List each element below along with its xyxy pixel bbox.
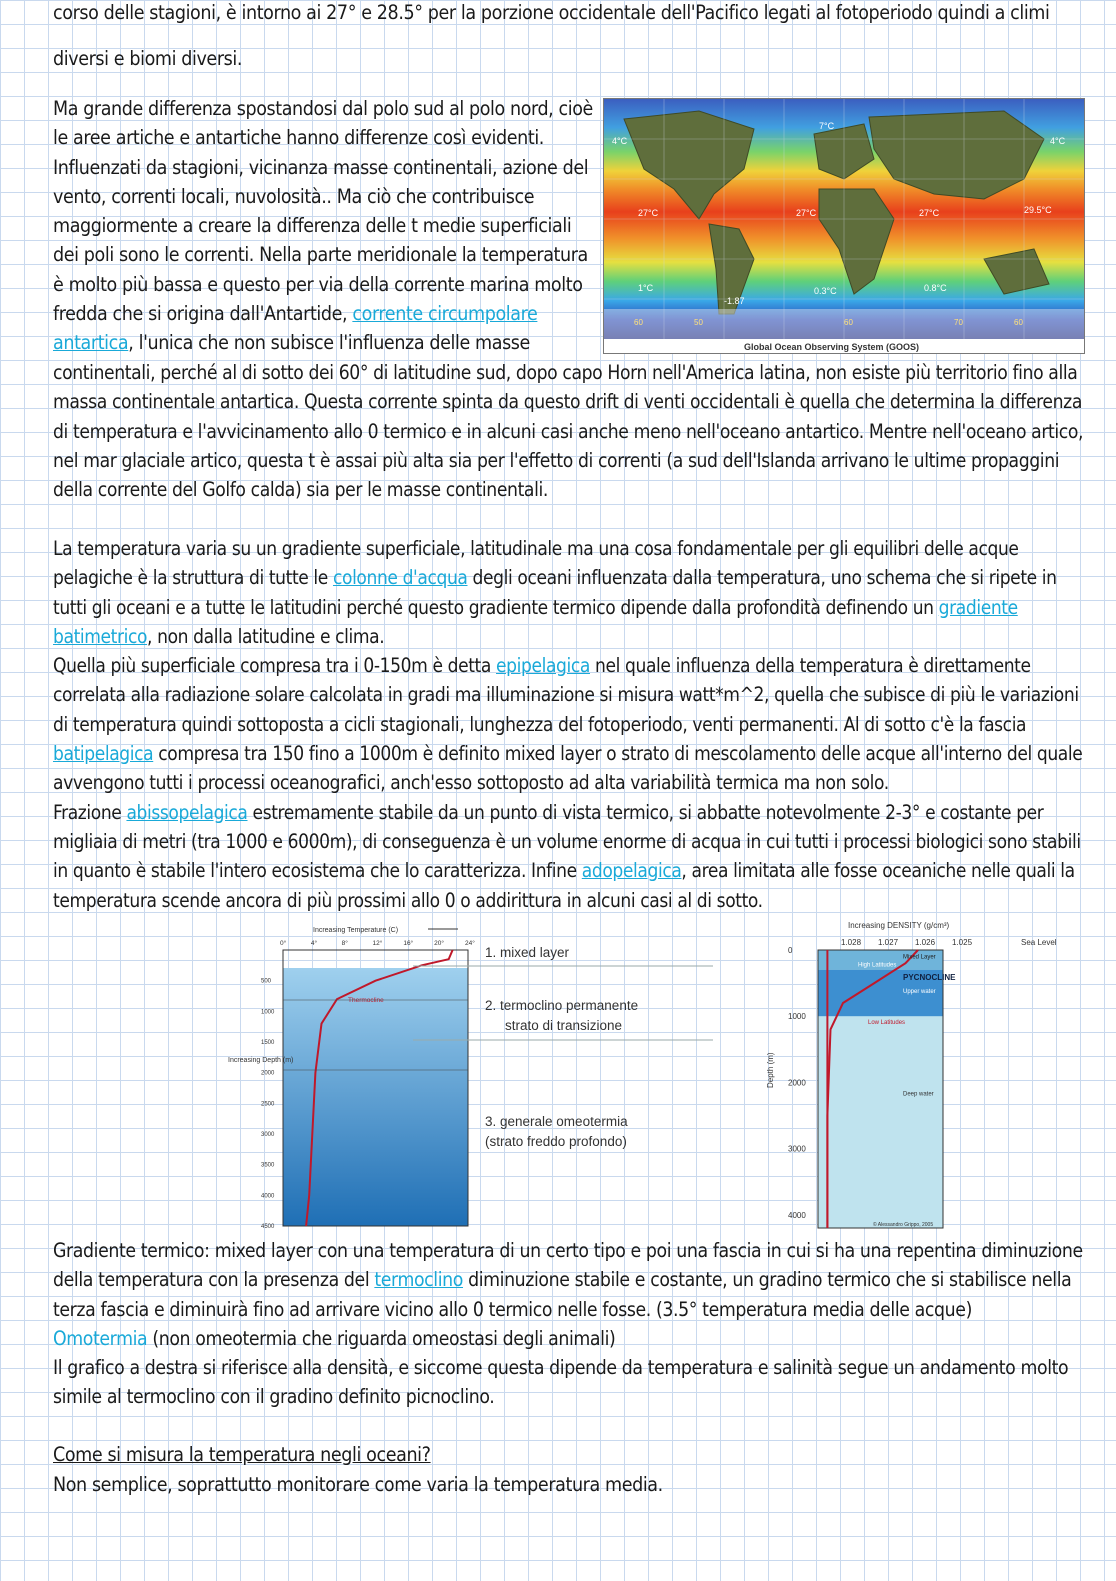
y-tick-label: 1000 — [788, 1012, 806, 1022]
line: pelagiche è la struttura di tutte le colonne d'acqua degli oceani influenzata dalla temperatura, uno schema che si ripete in — [53, 566, 1057, 590]
link-termoclino[interactable]: termoclino — [374, 1268, 463, 1292]
link-epipelagica[interactable]: epipelagica — [496, 654, 590, 678]
layer-2-label: 2. termoclino permanente — [485, 998, 639, 1013]
line: Omotermia (non omeotermia che riguarda omeostasi degli animali) — [53, 1326, 616, 1350]
link-omotermia[interactable]: Omotermia — [53, 1326, 148, 1350]
layer-1-label: 1. mixed layer — [485, 945, 570, 960]
map-label: 7°C — [819, 121, 835, 131]
paragraph-5 — [53, 1236, 1094, 1412]
link-colonne-acqua[interactable]: colonne d'acqua — [332, 566, 468, 590]
x-axis-title: Increasing DENSITY (g/cm³) — [848, 921, 950, 930]
pycnocline-label: PYCNOCLINE — [903, 972, 956, 982]
paragraph-1-continued — [53, 358, 1102, 504]
line: simile al termoclino con il gradino definito picnoclino. — [53, 1385, 495, 1409]
y-tick-label: 500 — [261, 978, 272, 985]
y-tick-label: 4500 — [261, 1224, 275, 1230]
x-tick-label: 20° — [434, 940, 445, 947]
link-antartica[interactable]: antartica — [53, 331, 129, 355]
lat-label: 70 — [954, 318, 963, 327]
layer-2-sublabel: strato di transizione — [505, 1018, 623, 1033]
link-adopelagica[interactable]: adopelagica — [581, 859, 682, 883]
x-tick-label: 8° — [341, 940, 348, 947]
y-tick-label: 1500 — [261, 1040, 275, 1046]
map-label: 27°C — [638, 208, 659, 218]
x-tick-label: 1.027 — [878, 938, 899, 947]
line: migliaia di metri (tra 1000 e 6000m), di conseguenza è un volume enorme di acqua in cui tutti i processi biologici sono stabili — [53, 829, 1081, 853]
line: batimetrico, non dalla latitudine e clima. — [53, 624, 385, 648]
lat-label: 60 — [1014, 318, 1023, 327]
link-batimetrico[interactable]: batimetrico — [53, 624, 148, 648]
line: nel mar glaciale artico, questa t è assai più alta sia per l'effetto di correnti (a sud dell'Islanda arrivano le ultime propaggini — [53, 448, 1060, 472]
y-axis-title: Depth (m) — [766, 1052, 775, 1088]
map-label: 4°C — [1050, 136, 1066, 146]
paragraph-1 — [53, 94, 593, 358]
cut-line — [53, 1, 1083, 32]
line: di temperatura quindi sottoposta a cicli stagionali, lunghezza del fotoperiodo, venti permanenti. Al di sotto c'è la fascia — [53, 712, 1027, 736]
zone-label: Upper water — [903, 989, 936, 996]
x-tick-label: 1.026 — [915, 938, 936, 947]
lat-label: 60 — [844, 318, 853, 327]
line: batipelagica compresa tra 150 fino a 1000m è definito mixed layer o strato di mescolamento delle acque all'interno del quale — [53, 742, 1083, 766]
line: correlata alla radiazione solare calcolata in gradi ma illuminazione si misura watt*m^2, quella che subisce di più le variazioni — [53, 683, 1079, 707]
line: continentali, perché al di sotto dei 60° di latitudine sud, dopo capo Horn nell'America latina, non esiste più territorio fino alla — [53, 361, 1078, 384]
paragraph-2 — [53, 534, 1109, 915]
link-abissopelagica[interactable]: abissopelagica — [126, 800, 248, 824]
line: Quella più superficiale compresa tra i 0-150m è detta epipelagica nel quale influenza della temperatura è direttamente — [53, 654, 1031, 678]
line: dei poli sono le correnti. Nella parte meridionale la temperatura — [53, 243, 588, 267]
sea-level-label: Sea Level — [1021, 938, 1057, 947]
y-tick-label: 4000 — [788, 1210, 806, 1220]
y-tick-label: 2000 — [261, 1070, 275, 1077]
paragraph-line: diversi e biomi diversi. — [53, 47, 243, 70]
link-batipelagica[interactable]: batipelagica — [53, 742, 154, 766]
map-label: 4°C — [612, 136, 628, 146]
line: in quanto è stabile l'intero ecosistema che lo caratterizza. Infine adopelagica, area limitata alle fosse oceaniche nelle quali la — [53, 859, 1075, 883]
map-label: 0.3°C — [814, 286, 837, 296]
zone-label: Mixed Layer — [903, 954, 936, 961]
ocean-temperature-map — [603, 98, 1085, 354]
map-label: 0.8°C — [924, 283, 947, 293]
line: di temperatura e l'avvicinamento allo 0 termico e in alcuni casi anche meno nell'oceano antartico. Mentre nell'oceano artico, — [53, 419, 1084, 443]
x-tick-label: 4° — [310, 940, 318, 947]
line: massa continentale antartica. Questa corrente spinta da questo drift di venti occidentali è quella che determina la differenza — [53, 390, 1082, 414]
y-axis-title: Increasing Depth (m) — [228, 1057, 294, 1064]
line: della corrente del Golfo calda) sia per le masse continentali. — [53, 478, 548, 502]
y-tick-label: 2500 — [261, 1101, 275, 1108]
map-svg — [604, 99, 1084, 353]
line: La temperatura varia su un gradiente superficiale, latitudinale ma una cosa fondamentale per gli equilibri delle acque — [53, 537, 1019, 560]
x-tick-label: 1.025 — [952, 938, 973, 947]
link-corrente-circumpolare[interactable]: corrente circumpolare — [352, 302, 538, 326]
layer-3-sublabel: (strato freddo profondo) — [485, 1134, 627, 1149]
annotation-label: High Latitudes — [858, 962, 897, 969]
x-axis-title: Increasing Temperature (C) — [313, 927, 399, 934]
link-gradiente[interactable]: gradiente — [938, 595, 1018, 619]
y-tick-label: 4000 — [261, 1193, 275, 1200]
line: antartica, l'unica che non subisce l'influenza delle masse — [53, 331, 530, 355]
line: temperatura scende ancora di più prossimi allo 0 o addirittura in alcuni casi al di sotto. — [53, 888, 763, 912]
line: Gradiente termico: mixed layer con una temperatura di un certo tipo e poi una fascia in cui si ha una repentina diminuzione — [53, 1239, 1083, 1262]
line: terza fascia e diminuirà fino ad arrivare vicino allo 0 termico nelle fosse. (3.5° temperatura media delle acque) — [53, 1297, 972, 1321]
y-tick-label: 1000 — [261, 1009, 275, 1016]
map-label: -1.87 — [724, 296, 745, 306]
cut-line-text: corso delle stagioni, è intorno ai 27° e 28.5° per la porzione occidentale dell'Pacifico legati al fotoperiodo quindi a climi — [53, 1, 1050, 24]
paragraph-last: Non semplice, soprattutto monitorare come varia la temperatura media. — [53, 1473, 663, 1496]
layer-3-label: 3. generale omeotermia — [485, 1114, 628, 1129]
density-depth-chart — [703, 918, 1057, 1232]
line: vento, correnti locali, nuvolosità.. Ma ciò che contribuisce — [53, 184, 535, 208]
zone-label: Deep water — [903, 1091, 934, 1098]
x-tick-label: 0° — [280, 940, 287, 947]
density-chart-svg — [703, 918, 1057, 1232]
map-label: 29.5°C — [1024, 205, 1052, 215]
layer-dividers — [413, 960, 713, 1050]
line: è molto più bassa e questo per via della corrente marina molto — [53, 272, 583, 296]
line: Frazione abissopelagica estremamente stabile da un punto di vista termico, si abbatte notevolmente 2-3° e costante per — [53, 800, 1044, 824]
copyright-label: © Alessandro Grippo, 2005 — [873, 1222, 934, 1228]
lat-label: 60 — [634, 318, 643, 327]
y-tick-label: 2000 — [788, 1078, 806, 1088]
y-tick-label: 3000 — [788, 1144, 806, 1154]
line: Il grafico a destra si riferisce alla densità, e siccome questa dipende da temperatura e salinità segue un andamento molto — [53, 1356, 1069, 1380]
annotation-label: Low Latitudes — [868, 1020, 906, 1027]
x-tick-label: 24° — [465, 940, 475, 947]
thermocline-annotation: Thermocline — [348, 997, 384, 1004]
map-caption: Global Ocean Observing System (GOOS) — [744, 342, 920, 352]
line: fredda che si origina dall'Antartide, corrente circumpolare — [53, 302, 538, 326]
y-tick-label: 3000 — [261, 1132, 275, 1138]
x-tick-label: 1.028 — [841, 938, 862, 947]
map-label: 27°C — [919, 208, 940, 218]
map-label: 27°C — [796, 208, 817, 218]
line: avvengono tutti i processi oceanografici, anch'esso sottoposto ad alta variabilità termica ma non solo. — [53, 771, 889, 795]
y-tick-label: 0 — [788, 946, 793, 955]
line: Influenzati da stagioni, vicinanza masse continentali, azione del — [53, 155, 589, 179]
x-tick-label: 12° — [372, 940, 383, 947]
line: maggiormente a creare la differenza delle t medie superficiali — [53, 214, 572, 238]
lat-label: 50 — [694, 318, 703, 327]
section-heading: Come si misura la temperatura negli oceani? — [53, 1443, 431, 1466]
x-tick-label: 16° — [403, 940, 414, 947]
map-label: 1°C — [638, 283, 654, 293]
line: tutti gli oceani e a tutte le latitudini perché questo gradiente termico dipende dalla profondità definendo un gradiente — [53, 595, 1018, 619]
line: Ma grande differenza spostandosi dal polo sud al polo nord, cioè — [53, 97, 593, 120]
line: della temperatura con la presenza del termoclino diminuzione stabile e costante, un gradino termico che si stabilisce nella — [53, 1268, 1072, 1292]
y-tick-label: 3500 — [261, 1162, 275, 1169]
line: le aree artiche e antartiche hanno differenze così evidenti. — [53, 126, 544, 150]
